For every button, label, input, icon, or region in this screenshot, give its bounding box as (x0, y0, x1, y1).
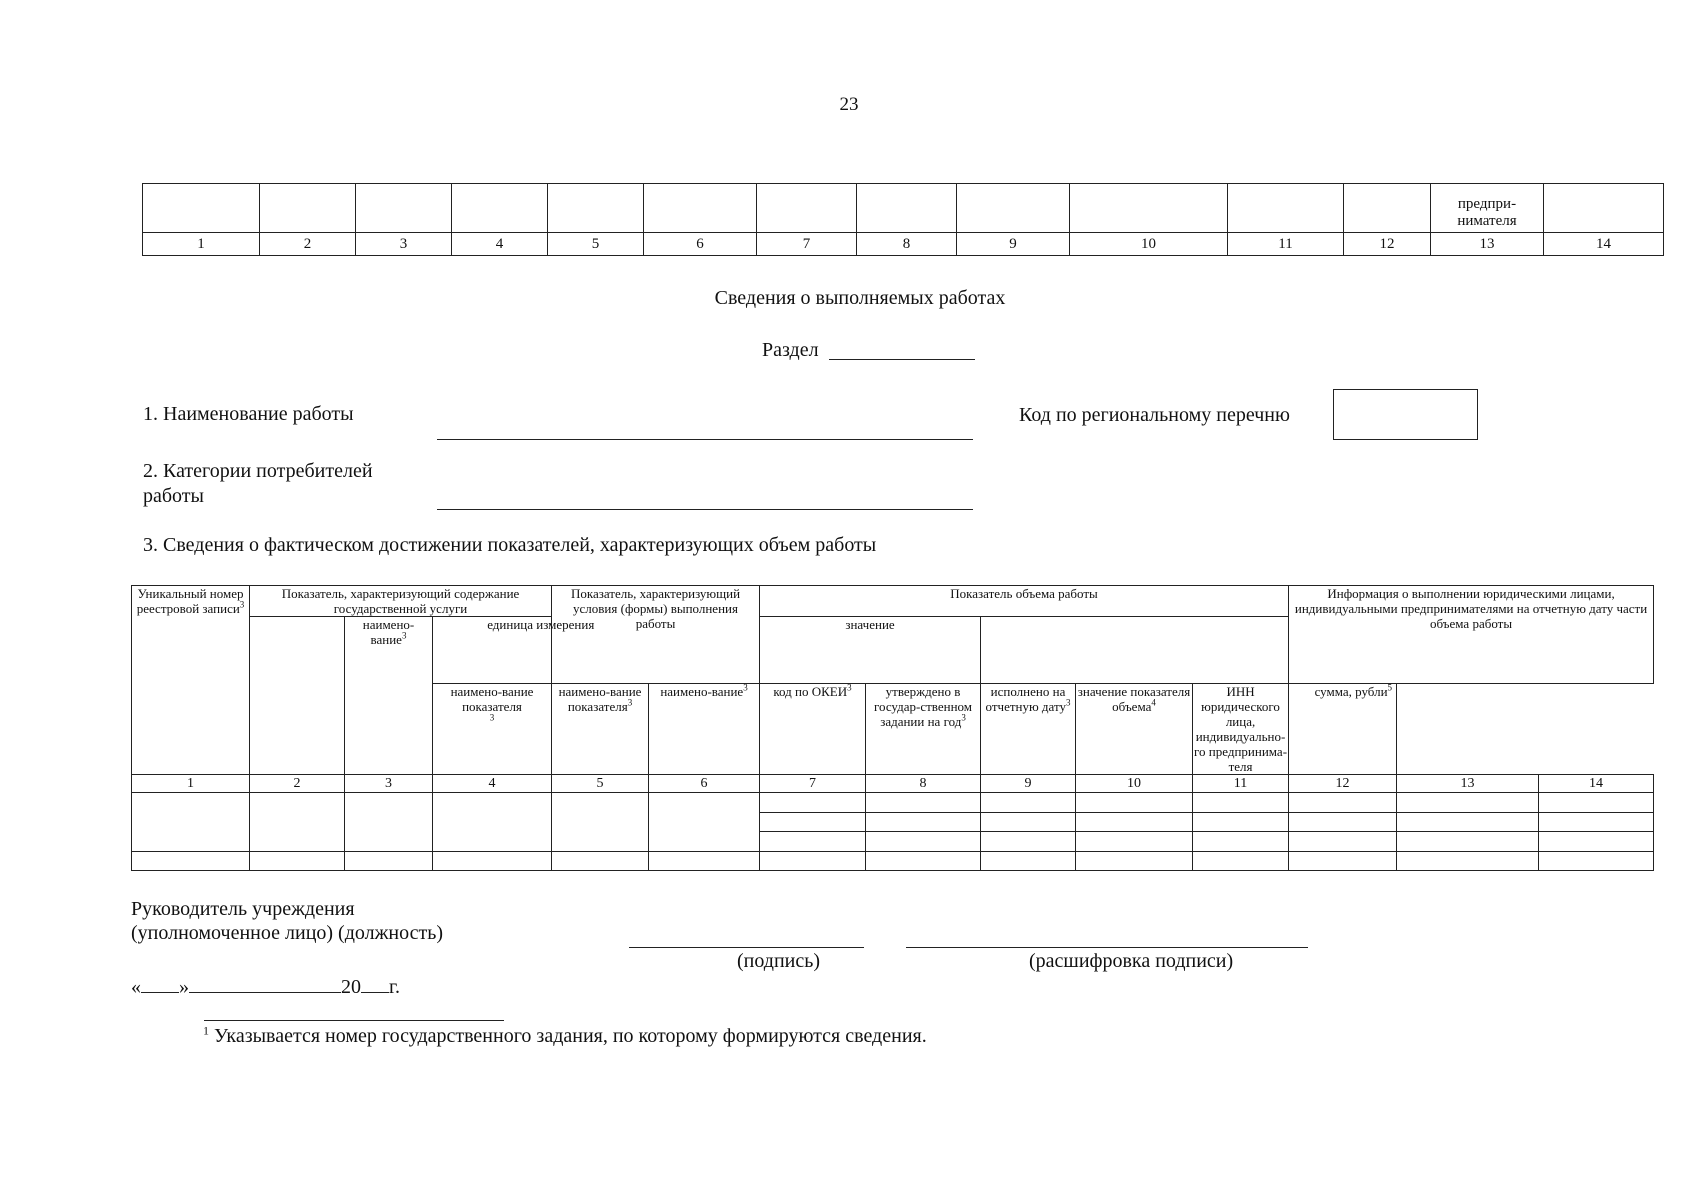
date-open-quote: « (131, 976, 141, 998)
header-c11: исполнено на отчетную дату$^3$ (981, 684, 1076, 775)
date-year-prefix: 20 (341, 976, 361, 998)
data-cell[interactable] (1539, 793, 1654, 813)
header-c13: ИНН юридического лица, индивидуально-го предпринима-теля (1194, 684, 1288, 774)
footnote-text: Указывается номер государственного задания, по которому формируются сведения. (214, 1025, 927, 1047)
column-number: 6 (644, 233, 757, 256)
column-number: 14 (1539, 775, 1654, 793)
data-cell[interactable] (760, 832, 866, 852)
data-cell[interactable] (1539, 852, 1654, 871)
data-cell[interactable] (1076, 852, 1193, 871)
header-content-indicator: Показатель, характеризующий содержание государственной услуги (250, 586, 552, 617)
data-cell[interactable] (1289, 793, 1397, 813)
column-number: 8 (866, 775, 981, 793)
header-c10: утверждено в государ-ственном задании на год$^3$ (866, 684, 981, 775)
top-cell (644, 184, 757, 233)
top-cell (1070, 184, 1228, 233)
table-row (132, 852, 1654, 871)
date-day-field[interactable] (141, 976, 179, 993)
top-cell (260, 184, 356, 233)
footnote-mark: 1 (203, 1023, 209, 1038)
column-number: 5 (548, 233, 644, 256)
work-name-field[interactable] (437, 439, 973, 440)
data-cell[interactable] (866, 832, 981, 852)
data-cell[interactable] (433, 852, 552, 871)
data-cell[interactable] (981, 852, 1076, 871)
header-conditions-indicator: Показатель, характеризующий условия (формы) выполнения работы (552, 586, 760, 684)
header-content-spacer (250, 617, 345, 775)
regional-code-box[interactable] (1333, 389, 1478, 440)
date-line (131, 976, 400, 999)
section-title: Сведения о выполняемых работах (714, 287, 1006, 309)
section-number-field[interactable] (829, 359, 975, 360)
column-number: 2 (260, 233, 356, 256)
top-cell (452, 184, 548, 233)
data-cell[interactable] (132, 793, 250, 852)
column-number: 1 (132, 775, 250, 793)
data-cell[interactable] (1539, 832, 1654, 852)
column-number: 4 (452, 233, 548, 256)
data-cell[interactable] (250, 852, 345, 871)
data-cell[interactable] (433, 793, 552, 852)
signature-caption: (подпись) (737, 950, 821, 972)
item3-label: 3. Сведения о фактическом достижении показателей, характеризующих объем работы (143, 534, 877, 556)
work-name-label: 1. Наименование работы (143, 403, 354, 425)
top-cell (757, 184, 857, 233)
header-c8: наимено-вание$^3$ (649, 684, 760, 775)
top-continuation-table (142, 183, 1664, 256)
data-cell[interactable] (250, 793, 345, 852)
consumers-label-line1: 2. Категории потребителей (143, 460, 373, 482)
column-number: 6 (649, 775, 760, 793)
data-cell[interactable] (1539, 812, 1654, 832)
top-cell (356, 184, 452, 233)
column-number: 10 (1070, 233, 1228, 256)
column-number: 1 (143, 233, 260, 256)
work-volume-table (131, 585, 1654, 871)
data-cell[interactable] (1076, 812, 1193, 832)
data-cell[interactable] (866, 852, 981, 871)
table-row (132, 793, 1654, 813)
column-number: 13 (1431, 233, 1544, 256)
signature-field[interactable] (629, 947, 864, 948)
column-number: 8 (857, 233, 957, 256)
data-cell[interactable] (760, 852, 866, 871)
date-close-quote: » (179, 976, 189, 998)
header-c14: сумма, рубли$^5$ (1289, 684, 1397, 775)
signature-decoding-field[interactable] (906, 947, 1308, 948)
column-number: 7 (757, 233, 857, 256)
data-cell[interactable] (649, 852, 760, 871)
header-c6: наимено-вание показателя$^3$ (552, 684, 649, 775)
column-number: 9 (957, 233, 1070, 256)
column-number: 7 (760, 775, 866, 793)
section-label: Раздел (762, 339, 819, 361)
data-cell[interactable] (981, 812, 1076, 832)
header-unique-number: Уникальный номер реестровой записи$^3$ (132, 586, 250, 775)
column-number: 2 (250, 775, 345, 793)
date-month-field[interactable] (189, 976, 341, 993)
top-cell (957, 184, 1070, 233)
date-suffix: г. (389, 976, 400, 998)
data-cell[interactable] (760, 793, 866, 813)
data-cell[interactable] (345, 852, 433, 871)
decoding-caption: (расшифровка подписи) (1029, 950, 1234, 972)
data-cell[interactable] (1193, 812, 1289, 832)
column-number: 12 (1289, 775, 1397, 793)
header-c9: код по ОКЕИ$^3$ (760, 684, 866, 775)
head-label-line1: Руководитель учреждения (131, 898, 355, 920)
column-number: 3 (345, 775, 433, 793)
regional-code-label: Код по региональному перечню (1019, 404, 1290, 426)
date-year-field[interactable] (361, 976, 389, 993)
header-unit: единица измерения (433, 617, 649, 684)
header-c5: наимено-вание показателя $^3$ (433, 684, 552, 775)
data-cell[interactable] (1397, 852, 1539, 871)
data-cell[interactable] (552, 852, 649, 871)
data-cell[interactable] (981, 832, 1076, 852)
footnote (203, 1025, 927, 1048)
data-cell[interactable] (1289, 852, 1397, 871)
column-number: 9 (981, 775, 1076, 793)
header-value: значение (760, 617, 981, 684)
top-cell (143, 184, 260, 233)
header-volume-name: наимено-вание$^3$ (345, 617, 433, 775)
data-cell[interactable] (760, 812, 866, 832)
column-number: 5 (552, 775, 649, 793)
column-number: 10 (1076, 775, 1193, 793)
consumers-field[interactable] (437, 509, 973, 510)
column-number: 12 (1344, 233, 1431, 256)
data-cell[interactable] (866, 812, 981, 832)
data-cell[interactable] (1193, 832, 1289, 852)
data-cell[interactable] (132, 852, 250, 871)
column-number: 11 (1193, 775, 1289, 793)
column-number: 3 (356, 233, 452, 256)
data-cell[interactable] (345, 793, 433, 852)
consumers-label-line2: работы (143, 485, 204, 507)
column-number: 11 (1228, 233, 1344, 256)
header-legal-entities-info: Информация о выполнении юридическими лицами, индивидуальными предпринимателями на отчетную дату части объема работы (1289, 586, 1654, 684)
data-cell[interactable] (1397, 812, 1539, 832)
data-cell[interactable] (981, 793, 1076, 813)
data-cell[interactable] (552, 793, 649, 852)
data-cell[interactable] (1289, 832, 1397, 852)
column-number: 13 (1397, 775, 1539, 793)
column-number: 14 (1544, 233, 1664, 256)
head-label-line2: (уполномоченное лицо) (должность) (131, 922, 444, 944)
footnote-separator (204, 1020, 504, 1021)
data-cell[interactable] (649, 793, 760, 852)
top-cell (857, 184, 957, 233)
data-cell[interactable] (1076, 793, 1193, 813)
top-cell (1228, 184, 1344, 233)
top-cell (548, 184, 644, 233)
data-cell[interactable] (866, 793, 981, 813)
data-cell[interactable] (1289, 812, 1397, 832)
data-cell[interactable] (1193, 852, 1289, 871)
header-volume-indicator: Показатель объема работы (760, 586, 1289, 617)
header-c12: значение показателя объема$^4$ (1076, 684, 1193, 775)
data-cell[interactable] (1193, 793, 1289, 813)
column-number: 4 (433, 775, 552, 793)
data-cell[interactable] (1397, 793, 1539, 813)
data-cell[interactable] (1076, 832, 1193, 852)
top-cell (1544, 184, 1664, 233)
data-cell[interactable] (1397, 832, 1539, 852)
top-cell-entrepreneur: предпри-нимателя (1431, 184, 1544, 233)
page-number: 23 (839, 94, 859, 115)
top-cell (1344, 184, 1431, 233)
